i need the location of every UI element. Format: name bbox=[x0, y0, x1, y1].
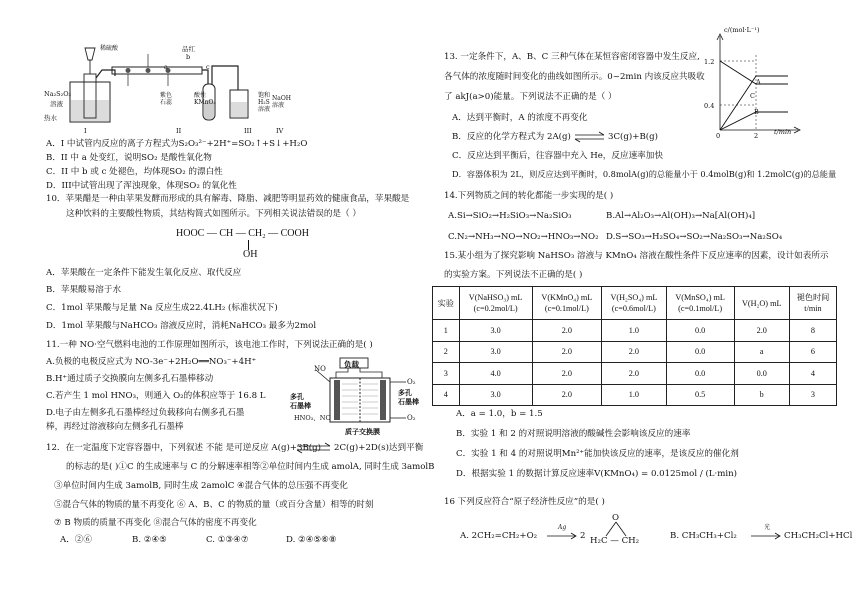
table-cell: 3.0 bbox=[459, 320, 532, 342]
q13-option-c: C．反应达到平衡后，往容器中充入 He，反应速率加快 bbox=[452, 151, 663, 161]
table-cell: 3.0 bbox=[459, 384, 532, 406]
q11-option-d: D.电子由左侧多孔石墨棒经过负载移向右侧多孔石墨 bbox=[46, 408, 245, 418]
table-row bbox=[433, 320, 837, 342]
q15-stem-line2: 的实验方案。下列说法不正确的是( ) bbox=[444, 270, 583, 280]
table-header-cell: V(KMnO₄) mL (c=0.1mol/L) bbox=[532, 287, 602, 320]
concentration-time-graph bbox=[708, 30, 838, 140]
table-row bbox=[433, 341, 837, 363]
q12-option-d: D. ②④⑤⑥⑧ bbox=[286, 535, 337, 545]
graph-curve-label-b: B bbox=[754, 108, 759, 116]
table-header-cell: V(NaHSO₃) mL (c=0.2mol/L) bbox=[459, 287, 532, 320]
q13-line3: 了 akJ(a>0)能量。下列说法不正确的是（ ） bbox=[444, 92, 617, 102]
q13-option-b-end: 3C(g)+B(g) bbox=[608, 132, 658, 142]
graph-ytick-0-4: 0.4 bbox=[704, 102, 715, 110]
table-cell: 2.0 bbox=[532, 341, 602, 363]
q13-equilibrium-arrow-icon bbox=[574, 131, 606, 143]
cell-label-left-rod: 多孔 石墨棒 bbox=[290, 392, 311, 410]
q14-option-b: B.Al→Al₂O₃→Al(OH)₃→Na[Al(OH)₄] bbox=[606, 211, 756, 221]
apparatus-label-h2s: 饱和 H₂S 溶液 bbox=[258, 92, 271, 113]
left-column bbox=[40, 0, 435, 607]
q9-option-c: C．II 中 b 或 c 处褪色，均体现SO₂ 的漂白性 bbox=[46, 167, 223, 177]
q12-line4: ⑤混合气体的物质的量不再变化 ⑥ A、B、C 的物质的量（或百分含量）相等的时刻 bbox=[54, 500, 374, 510]
apparatus-label-reagent-bottom: 溶液 bbox=[50, 100, 63, 108]
q12-stem: 12．在一定温度下定容容器中，下列叙述 不能 是可逆反应 A(g)+3B(g) bbox=[46, 443, 321, 453]
q16-option-a-coefficient: 2 bbox=[580, 531, 586, 541]
table-header-cell: V(H₂SO₄) mL (c=0.6mol/L) bbox=[602, 287, 667, 320]
table-cell: 2.0 bbox=[602, 363, 667, 385]
table-cell: 0.5 bbox=[666, 384, 734, 406]
q16-b-arrow-icon bbox=[750, 531, 782, 541]
table-cell: b bbox=[734, 384, 789, 406]
table-header-cell: V(MnSO₄) mL (c=0.1mol/L) bbox=[666, 287, 734, 320]
table-cell: 1.0 bbox=[602, 320, 667, 342]
table-header-cell: V(H₂O) mL bbox=[734, 287, 789, 320]
table-cell: 2.0 bbox=[532, 320, 602, 342]
apparatus-label-litmus: 紫色 石蕊 bbox=[160, 92, 173, 106]
q10-option-b: B．苹果酸易溶于水 bbox=[46, 285, 122, 295]
table-cell: 3 bbox=[789, 384, 836, 406]
table-row bbox=[433, 384, 837, 406]
table-cell: 2.0 bbox=[602, 341, 667, 363]
table-row bbox=[433, 363, 837, 385]
q16-option-a-epoxide-ring: H₂C — CH₂ bbox=[590, 536, 640, 546]
table-cell: 2.0 bbox=[532, 363, 602, 385]
table-header-cell: 褪色时间 t/min bbox=[789, 287, 836, 320]
apparatus-label-b: b bbox=[186, 53, 191, 61]
apparatus-label-kmno4: 酸性 KMnO₄ bbox=[194, 92, 216, 106]
apparatus-label-a: a bbox=[164, 63, 168, 71]
q10-stem-line1: 10．苹果醋是一种由苹果发酵而形成的具有解毒、降脂、减肥等明显药效的健康食品，苹果酸是 bbox=[46, 194, 410, 204]
q16-option-b-products: CH₃CH₂Cl+HCl bbox=[784, 531, 853, 541]
q16-option-a-condition: Ag bbox=[558, 524, 567, 531]
table-cell: 0.0 bbox=[666, 320, 734, 342]
cell-label-membrane: 质子交换膜 bbox=[345, 427, 380, 436]
graph-curve-label-c: C bbox=[750, 92, 755, 100]
apparatus-label-pinhong: 品红 bbox=[182, 45, 195, 53]
cell-label-no: NO bbox=[314, 365, 326, 373]
q11-option-b: B.H⁺通过质子交换膜向左侧多孔石墨棒移动 bbox=[46, 374, 214, 384]
table-cell: 8 bbox=[789, 320, 836, 342]
q10-option-a: A．苹果酸在一定条件下能发生氧化反应、取代反应 bbox=[46, 268, 242, 278]
table-cell: 2.0 bbox=[532, 384, 602, 406]
q12-line2: 的标志的是( )①C 的生成速率与 C 的分解速率相等②单位时间内生成 amolA, 同时生成 3amolB bbox=[66, 462, 435, 472]
table-cell: 0.0 bbox=[734, 363, 789, 385]
q10-stem-line2: 这种饮料的主要酸性物质，其结构简式如图所示。下列相关说法错误的是（ ） bbox=[66, 209, 361, 219]
q12-line3: ③单位时间内生成 3amolB, 同时生成 2amolC ④混合气体的总压强不再变化 bbox=[54, 481, 348, 491]
table-cell: 1 bbox=[433, 320, 460, 342]
q14-option-c: C.N₂→NH₃→NO→NO₂→HNO₃→NO₂ bbox=[448, 232, 599, 242]
table-cell: 3 bbox=[433, 363, 460, 385]
cell-label-hno3: HNO₃、NO bbox=[294, 414, 331, 422]
q10-option-c: C．1mol 苹果酸与足量 Na 反应生成22.4LH₂ (标准状况下) bbox=[46, 303, 278, 313]
apparatus-roman-ii: II bbox=[176, 127, 182, 135]
apparatus-label-naoh: NaOH 溶液 bbox=[272, 95, 291, 109]
q15-option-a: A．a = 1.0，b = 1.5 bbox=[456, 409, 543, 419]
table-header-row bbox=[433, 287, 837, 320]
apparatus-roman-iii: III bbox=[244, 127, 252, 135]
q13-line1: 13. 一定条件下，A、B、C 三种气体在某恒容密闭容器中发生反应, bbox=[444, 52, 700, 62]
q9-option-a: A．I 中试管内反应的离子方程式为S₂O₃²⁻+2H⁺=SO₂↑+S↓+H₂O bbox=[46, 139, 308, 149]
graph-ytick-1-2: 1.2 bbox=[704, 58, 715, 66]
table-cell: 0.0 bbox=[666, 341, 734, 363]
right-column bbox=[437, 0, 853, 607]
q15-option-d: D．根据实验 1 的数据计算反应速率V(KMnO₄) = 0.0125mol / (L·min) bbox=[456, 469, 738, 479]
q16-stem: 16 下列反应符合“原子经济性反应”的是( ) bbox=[444, 497, 605, 507]
q9-option-d: D．III中试管出现了浑浊现象，体现SO₂ 的氧化性 bbox=[46, 181, 237, 191]
q15-option-b: B．实验 1 和 2 的对照说明溶液的酸碱性会影响该反应的速率 bbox=[456, 429, 691, 439]
table-cell: 3.0 bbox=[459, 341, 532, 363]
q11-option-a: A.负极的电极反应式为 NO-3e⁻+2H₂O══NO₃⁻+4H⁺ bbox=[46, 357, 257, 367]
q13-option-d: D．容器体积为 2L，则反应达到平衡时，0.8molA(g)的总能量小于 0.4molB(g)和 1.2molC(g)的总能量 bbox=[452, 169, 837, 179]
q16-option-a-reactants: A. 2CH₂=CH₂+O₂ bbox=[460, 531, 538, 541]
q12-line5: ⑦ B 物质的质量不再变化 ⑧混合气体的密度不再变化 bbox=[54, 518, 257, 528]
equilibrium-arrow-icon bbox=[296, 442, 332, 454]
q16-a-arrow-icon bbox=[546, 531, 578, 541]
q9-option-b: B．II 中 a 处变红，说明SO₂ 是酸性氧化物 bbox=[46, 153, 212, 163]
so2-apparatus-figure bbox=[40, 40, 270, 140]
table-cell: a bbox=[734, 341, 789, 363]
q15-option-c: C．实验 1 和 4 的对照说明Mn²⁺能加快该反应的速率，是该反应的催化剂 bbox=[456, 449, 739, 459]
q14-option-a: A.Si→SiO₂→H₂SiO₃→Na₂SiO₃ bbox=[448, 211, 572, 221]
table-cell: 2 bbox=[433, 341, 460, 363]
q11-option-c: C.若产生 1 mol HNO₃，则通入 O₂的体积应等于 16.8 L bbox=[46, 391, 266, 401]
q16-option-b-condition: 光 bbox=[764, 524, 771, 531]
apparatus-label-c: c bbox=[206, 63, 210, 71]
apparatus-label-reagent-top: Na₂S₂O₃ bbox=[44, 90, 72, 98]
table-cell: 0.0 bbox=[666, 363, 734, 385]
q14-option-d: D.S→SO₃→H₂SO₄→SO₂→Na₂SO₃→Na₂SO₄ bbox=[606, 232, 783, 242]
apparatus-roman-iv: IV bbox=[276, 127, 284, 135]
q16-option-b-reactants: B. CH₃CH₃+Cl₂ bbox=[670, 531, 737, 541]
q16-option-a-epoxide-o: O bbox=[612, 513, 620, 523]
q12-option-c: C. ①③④⑦ bbox=[206, 535, 249, 545]
q12-option-a: A．②⑥ bbox=[60, 535, 92, 545]
q11-option-d-cont: 棒，再经过溶液移向左侧多孔石墨棒 bbox=[46, 422, 184, 432]
q13-option-b: B．反应的化学方程式为 2A(g) bbox=[452, 132, 571, 142]
cell-label-o2-top: O₂ bbox=[407, 378, 416, 386]
table-cell: 1.0 bbox=[602, 384, 667, 406]
q14-stem: 14.下列物质之间的转化都能一步实现的是( ) bbox=[444, 191, 614, 201]
graph-xlabel: t/min bbox=[774, 128, 792, 136]
experiment-table bbox=[432, 286, 837, 406]
q12-stem-end: 2C(g)+2D(s)达到平衡 bbox=[334, 443, 424, 453]
q12-option-b: B. ②④⑤ bbox=[132, 535, 167, 545]
q13-line2: 各气体的浓度随时间变化的曲线如图所示。0~2min 内该反应共吸收 bbox=[444, 72, 705, 82]
table-cell: 4.0 bbox=[459, 363, 532, 385]
q10-oh: OH bbox=[243, 249, 258, 260]
graph-ylabel: c/(mol·L⁻¹) bbox=[724, 26, 760, 34]
q15-stem-line1: 15.某小组为了探究影响 NaHSO₃ 溶液与 KMnO₄ 溶液在酸性条件下反应速率的因素，设计如表所示 bbox=[444, 251, 829, 261]
table-cell: 6 bbox=[789, 341, 836, 363]
q10-option-d: D．1mol 苹果酸与NaHCO₃ 溶液反应时，消耗NaHCO₃ 最多为2mol bbox=[46, 321, 317, 331]
graph-curve-label-a: A bbox=[756, 78, 761, 86]
table-cell: 4 bbox=[789, 363, 836, 385]
table-cell: 4 bbox=[433, 384, 460, 406]
cell-label-right-rod: 多孔 石墨棒 bbox=[398, 388, 419, 406]
cell-label-load: 负载 bbox=[344, 360, 359, 369]
q13-option-a: A．达到平衡时，A 的浓度不再变化 bbox=[452, 113, 588, 123]
apparatus-label-acid: 稀硫酸 bbox=[100, 45, 119, 52]
graph-xtick-2: 2 bbox=[754, 132, 759, 140]
q11-stem: 11.一种 NO·空气燃料电池的工作原理如图所示，该电池工作时，下列说法正确的是( ) bbox=[46, 340, 373, 350]
table-header-cell: 实验 bbox=[433, 287, 460, 320]
apparatus-roman-i: I bbox=[84, 127, 87, 135]
cell-label-o2-bottom: O₂ bbox=[407, 414, 416, 422]
apparatus-label-hot-water: 热水 bbox=[44, 114, 57, 122]
graph-xtick-0: 0 bbox=[716, 132, 721, 140]
table-cell: 2.0 bbox=[734, 320, 789, 342]
q10-formula: HOOC — CH — CH₂ — COOH bbox=[176, 228, 309, 239]
